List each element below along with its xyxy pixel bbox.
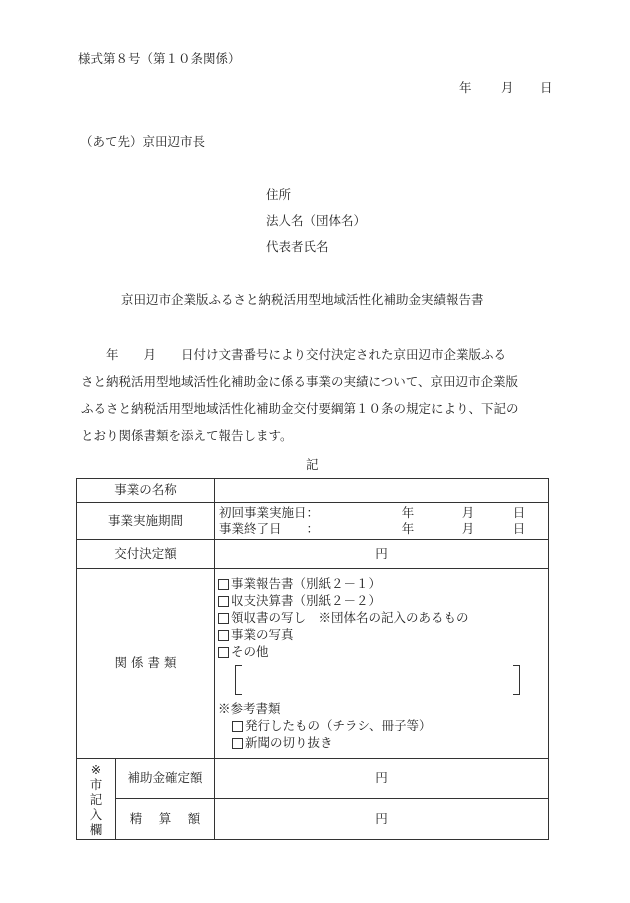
doc-item [215, 610, 548, 627]
documents-value [215, 569, 549, 759]
corp-name-label: 法人名（団体名） [266, 213, 367, 228]
date-month: 月 [501, 80, 514, 95]
report-table [76, 478, 549, 840]
row-confirmed-amount [77, 759, 549, 799]
ref-item [215, 718, 548, 735]
doc-item [215, 627, 548, 644]
city-col-char: 市 [89, 776, 103, 792]
doc-item [215, 644, 548, 661]
reference-label-text: ※参考書類 [218, 700, 281, 716]
start-month: 月 [461, 504, 475, 520]
address-label: 住所 [266, 187, 292, 202]
start-date-line [215, 505, 548, 521]
ref-item [215, 735, 548, 752]
doc-item [215, 576, 548, 593]
doc-item-label: その他 [231, 643, 269, 659]
body-line-1: 年 月 日付け文書番号により交付決定された京田辺市企業版ふる [81, 347, 507, 362]
representative-label: 代表者氏名 [266, 239, 329, 254]
form-number: 様式第８号（第１０条関係） [78, 51, 241, 66]
ref-item-label: 発行したもの（チラシ、冊子等） [245, 717, 432, 733]
ref-item-label: 新聞の切り抜き [245, 734, 333, 750]
documents-label: 関 係 書 類 [77, 569, 215, 759]
grant-decision-yen: 円 [215, 540, 549, 569]
project-name-value [215, 479, 549, 503]
end-day: 日 [512, 520, 526, 536]
row-documents [77, 569, 549, 759]
city-col-char: ※ [90, 761, 102, 777]
period-value [215, 503, 549, 540]
city-col-char: 記 [89, 791, 103, 807]
doc-item [215, 593, 548, 610]
left-bracket-icon [235, 665, 242, 695]
ki-label: 記 [306, 457, 319, 472]
body-line-2: さと納税活用型地域活性化補助金に係る事業の実績について、京田辺市企業版 [81, 374, 519, 389]
document-title: 京田辺市企業版ふるさと納税活用型地域活性化補助金実績報告書 [121, 292, 484, 307]
checkbox-icon [218, 613, 229, 624]
row-grant-decision [77, 540, 549, 569]
settlement-amount-label: 精 算 額 [116, 799, 215, 840]
start-day: 日 [512, 504, 526, 520]
checkbox-icon [218, 579, 229, 590]
doc-item-label: 事業の写真 [231, 626, 294, 642]
checkbox-icon [218, 596, 229, 607]
period-label: 事業実施期間 [77, 503, 215, 540]
settlement-amount-yen: 円 [215, 799, 549, 840]
body-line-3: ふるさと納税活用型地域活性化補助金交付要綱第１０条の規定により、下記の [81, 401, 519, 416]
other-bracket [215, 665, 548, 695]
start-year: 年 [401, 504, 415, 520]
end-year: 年 [401, 520, 415, 536]
checkbox-icon [218, 647, 229, 658]
end-date-label: 事業終了日 ： [219, 520, 320, 536]
grant-decision-label: 交付決定額 [77, 540, 215, 569]
end-date-line [215, 521, 548, 537]
project-name-label: 事業の名称 [77, 479, 215, 503]
body-line-4: とおり関係書類を添えて報告します。 [81, 428, 293, 443]
confirmed-amount-label: 補助金確定額 [116, 759, 215, 799]
city-use-column [77, 759, 116, 840]
row-settlement-amount [77, 799, 549, 840]
row-period [77, 503, 549, 540]
reference-label [215, 701, 548, 718]
right-bracket-icon [513, 665, 520, 695]
doc-item-label: 領収書の写し ※団体名の記入のあるもの [231, 609, 469, 625]
checkbox-icon [232, 738, 243, 749]
doc-item-label: 事業報告書（別紙２－１） [231, 575, 382, 591]
date-day: 日 [540, 80, 553, 95]
confirmed-amount-yen: 円 [215, 759, 549, 799]
city-col-char: 入 [89, 806, 103, 822]
end-month: 月 [461, 520, 475, 536]
start-date-label: 初回事業実施日： [219, 504, 320, 520]
checkbox-icon [232, 721, 243, 732]
row-project-name [77, 479, 549, 503]
city-col-char: 欄 [89, 821, 103, 837]
doc-item-label: 収支決算書（別紙２－２） [231, 592, 382, 608]
checkbox-icon [218, 630, 229, 641]
date-year: 年 [459, 80, 472, 95]
addressee: （あて先）京田辺市長 [80, 134, 206, 149]
